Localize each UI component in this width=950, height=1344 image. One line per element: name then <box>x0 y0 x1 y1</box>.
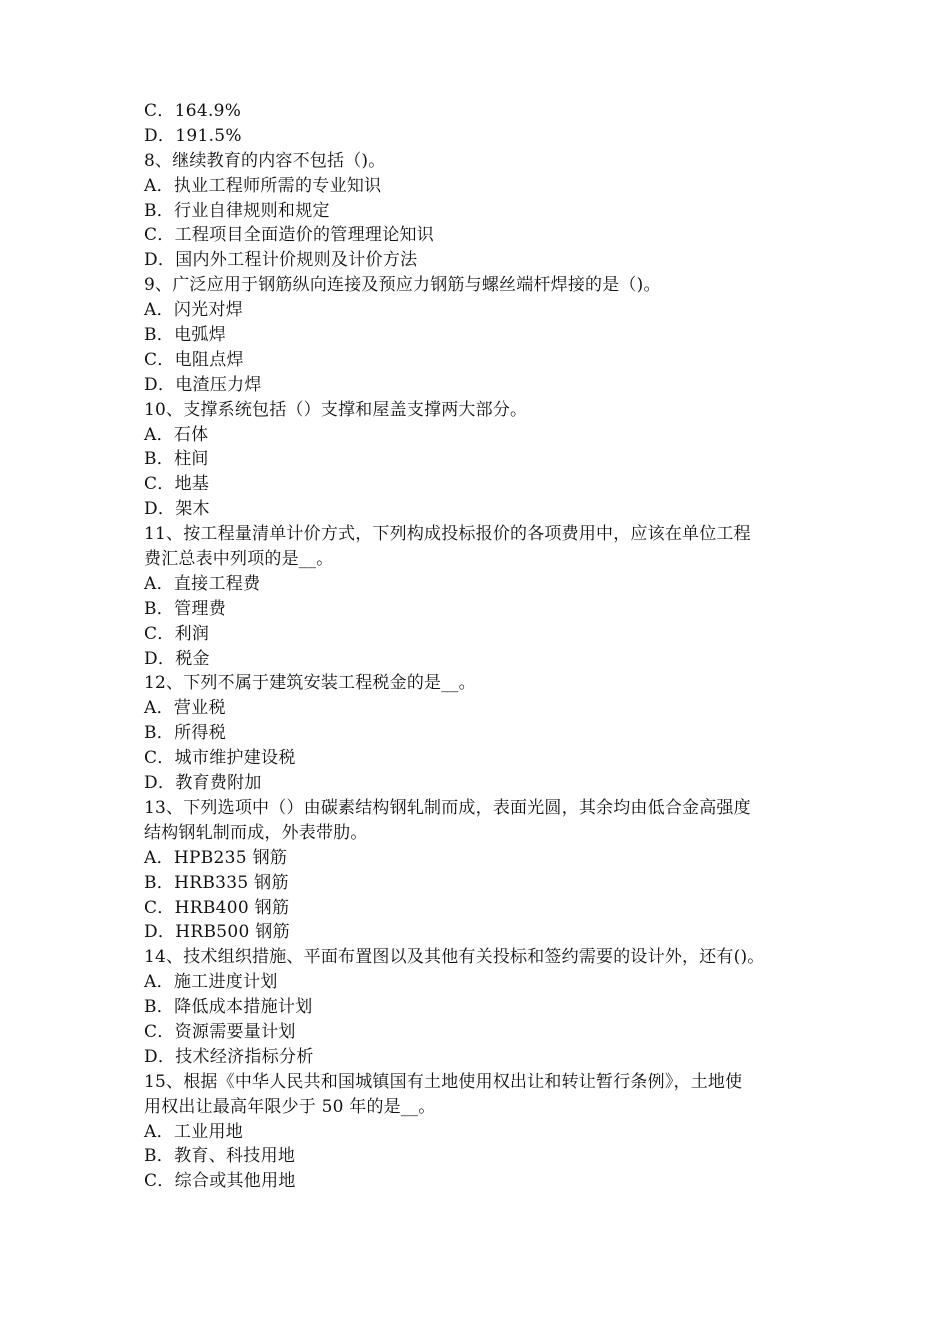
question-text-line: 11、按工程量清单计价方式，下列构成投标报价的各项费用中，应该在单位工程 <box>144 524 751 545</box>
question-text-line: 费汇总表中列项的是__。 <box>144 549 334 570</box>
answer-option-line: A．HPB235 钢筋 <box>144 847 288 868</box>
answer-option-line: A．石体 <box>144 424 209 445</box>
answer-option-line: B．HRB335 钢筋 <box>144 872 289 893</box>
answer-option-line: B．柱间 <box>144 449 209 470</box>
answer-option-line: A．闪光对焊 <box>144 300 244 321</box>
answer-option-line: C．资源需要量计划 <box>144 1021 296 1042</box>
exam-text-body <box>144 99 824 1194</box>
answer-option-line: A．施工进度计划 <box>144 972 278 993</box>
answer-option-line: A．直接工程费 <box>144 573 261 594</box>
answer-option-line: D．191.5% <box>144 125 242 146</box>
question-text-line: 9、广泛应用于钢筋纵向连接及预应力钢筋与螺丝端杆焊接的是（)。 <box>144 275 661 296</box>
question-text-line: 14、技术组织措施、平面布置图以及其他有关投标和签约需要的设计外，还有()。 <box>144 947 765 968</box>
answer-option-line: D．技术经济指标分析 <box>144 1046 314 1067</box>
answer-option-line: C．地基 <box>144 474 210 495</box>
answer-option-line: D．国内外工程计价规则及计价方法 <box>144 250 418 271</box>
question-text-line: 用权出让最高年限少于 50 年的是__。 <box>144 1096 436 1117</box>
answer-option-line: D．架木 <box>144 499 210 520</box>
answer-option-line: C．电阻点焊 <box>144 349 244 370</box>
answer-option-line: D．税金 <box>144 648 210 669</box>
answer-option-line: B．电弧焊 <box>144 325 226 346</box>
question-text-line: 15、根据《中华人民共和国城镇国有土地使用权出让和转让暂行条例》，土地使 <box>144 1071 743 1092</box>
answer-option-line: A．营业税 <box>144 698 226 719</box>
answer-option-line: C．HRB400 钢筋 <box>144 897 290 918</box>
answer-option-line: C．综合或其他用地 <box>144 1171 296 1192</box>
question-text-line: 8、继续教育的内容不包括（)。 <box>144 150 386 171</box>
answer-option-line: B．所得税 <box>144 723 226 744</box>
question-text-line: 12、下列不属于建筑安装工程税金的是__。 <box>144 673 476 694</box>
answer-option-line: A．执业工程师所需的专业知识 <box>144 175 382 196</box>
answer-option-line: D．电渣压力焊 <box>144 374 262 395</box>
answer-option-line: A．工业用地 <box>144 1121 244 1142</box>
question-text-line: 10、支撑系统包括（）支撑和屋盖支撑两大部分。 <box>144 399 528 420</box>
answer-option-line: D．教育费附加 <box>144 773 262 794</box>
answer-option-line: B．教育、科技用地 <box>144 1146 296 1167</box>
answer-option-line: C．利润 <box>144 623 210 644</box>
answer-option-line: C．164.9% <box>144 101 242 121</box>
answer-option-line: C．城市维护建设税 <box>144 748 296 769</box>
question-text-line: 13、下列选项中（）由碳素结构钢轧制而成，表面光圆，其余均由低合金高强度 <box>144 797 751 818</box>
answer-option-line: B．降低成本措施计划 <box>144 997 313 1018</box>
answer-option-line: C．工程项目全面造价的管理理论知识 <box>144 225 435 246</box>
answer-option-line: B．行业自律规则和规定 <box>144 200 330 221</box>
question-text-line: 结构钢轧制而成，外表带肋。 <box>144 822 368 843</box>
answer-option-line: D．HRB500 钢筋 <box>144 922 290 943</box>
answer-option-line: B．管理费 <box>144 598 226 619</box>
